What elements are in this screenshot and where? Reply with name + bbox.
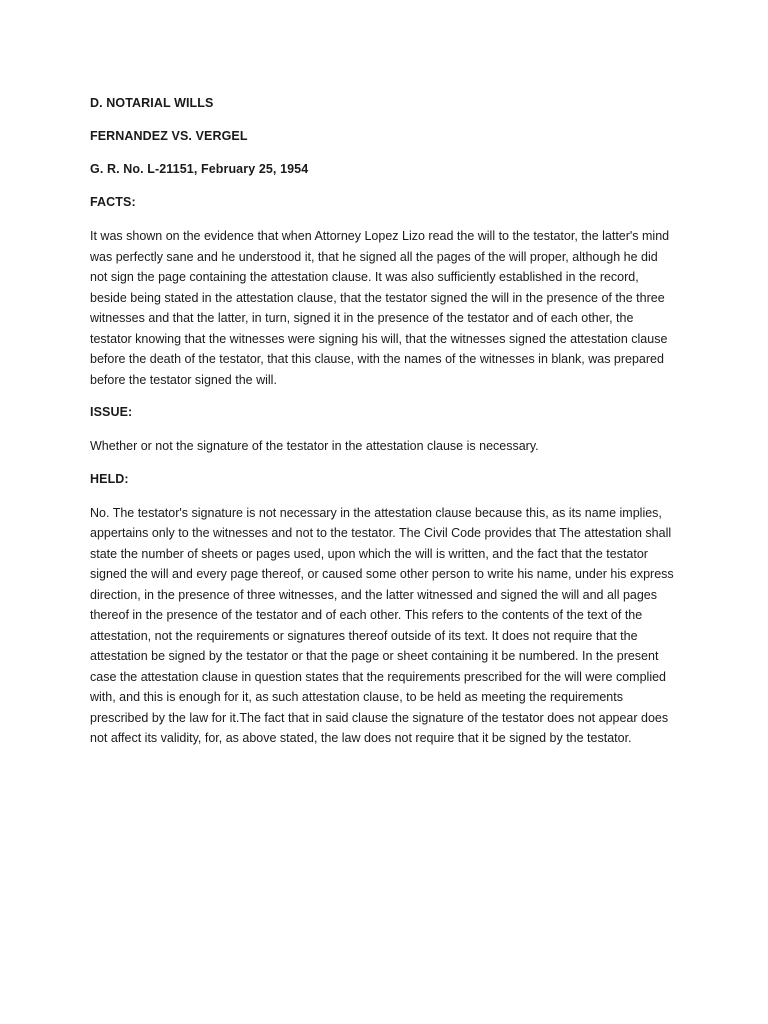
facts-paragraph: It was shown on the evidence that when Attorney Lopez Lizo read the will to the testator, the latter's mind was perfectly sane and he understood it, that he signed all the pages of the will proper, although he did not sign the page containing the attestation clause. It was also sufficiently established in the record, beside being stated in the attestation clause, that the testator signed the will in the presence of the three witnesses and that the latter, in turn, signed it in the presence of the testator and of each other, the testator knowing that the witnesses were signing his will, that the witnesses signed the attestation clause before the death of the testator, that this clause, with the names of the witnesses in blank, was prepared before the testator signed the will. <box>90 229 670 387</box>
issue-paragraph: Whether or not the signature of the testator in the attestation clause is necessary. <box>90 439 539 453</box>
section-title: D. NOTARIAL WILLS <box>90 96 214 110</box>
case-name: FERNANDEZ VS. VERGEL <box>90 129 248 143</box>
issue-heading: ISSUE: <box>90 405 133 419</box>
facts-heading: FACTS: <box>90 195 136 209</box>
held-paragraph: No. The testator's signature is not necessary in the attestation clause because this, as its name implies, appertains only to the witnesses and not to the testator. The Civil Code provides that The attestation shall state the number of sheets or pages used, upon which the will is written, and the fact that the testator signed the will and every page thereof, or caused some other person to write his name, under his express direction, in the presence of three witnesses, and the latter witnessed and signed the will and all pages thereof in the presence of the testator and of each other. This refers to the contents of the text of the attestation, not the requirements or signatures thereof outside of its text. It does not require that the attestation be signed by the testator or that the page or sheet containing it be numbered. In the present case the attestation clause in question states that the requirements prescribed for the will were complied with, and this is enough for it, as such attestation clause, to be held as meeting the requirements prescribed by the law for it.The fact that in said clause the signature of the testator does not appear does not affect its validity, for, as above stated, the law does not require that it be signed by the testator. <box>90 505 674 745</box>
held-heading: HELD: <box>90 471 129 486</box>
case-number: G. R. No. L-21151, February 25, 1954 <box>90 162 309 176</box>
